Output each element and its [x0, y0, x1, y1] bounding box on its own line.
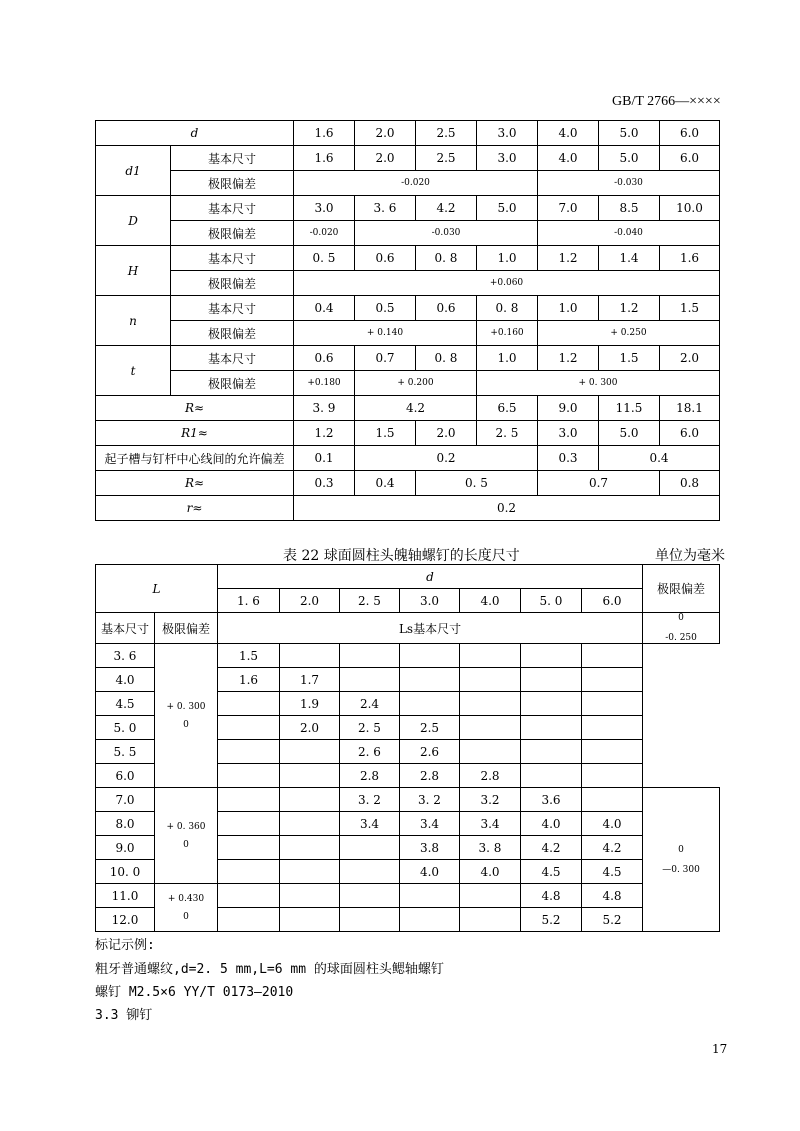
D-tol-row — [96, 221, 720, 246]
tol-cell: +0.160 — [477, 321, 538, 346]
ls-cell: 3.4 — [340, 812, 400, 836]
cell: 18.1 — [660, 396, 720, 421]
L-basic: 10. 0 — [96, 860, 155, 884]
tol-cell: -0.030 — [538, 171, 720, 196]
tol-upper: + 0.430 — [167, 893, 205, 904]
ls-cell — [280, 788, 340, 812]
ls-cell — [582, 764, 643, 788]
D-basic-row — [96, 196, 720, 221]
t-tol-row — [96, 371, 720, 396]
ls-cell: 4.5 — [521, 860, 582, 884]
table-row — [96, 788, 720, 812]
L-tol-group — [155, 884, 218, 932]
cell: 0.3 — [294, 471, 355, 496]
d-value: 2.0 — [355, 121, 416, 146]
ls-cell — [280, 764, 340, 788]
ls-cell: 3.4 — [460, 812, 521, 836]
cell: 1.0 — [538, 296, 599, 321]
ls-cell — [582, 692, 643, 716]
L-tol-group — [155, 644, 218, 788]
tol-cell: + 0.200 — [355, 371, 477, 396]
ls-cell — [218, 908, 280, 932]
ls-cell: 4.0 — [460, 860, 521, 884]
d-value: 3.0 — [477, 121, 538, 146]
ls-cell — [280, 860, 340, 884]
cell: 0. 8 — [416, 246, 477, 271]
cell: 4.2 — [355, 396, 477, 421]
L-basic: 5. 5 — [96, 740, 155, 764]
ls-cell — [460, 740, 521, 764]
L-basic: 3. 6 — [96, 644, 155, 668]
H-basic-row — [96, 246, 720, 271]
ls-cell: 1.9 — [280, 692, 340, 716]
t-basic-row — [96, 346, 720, 371]
cell: 5.0 — [477, 196, 538, 221]
cell: 0.7 — [538, 471, 660, 496]
d-label: d — [218, 565, 643, 589]
table-caption: 表 22 球面圆柱头魄轴螺钉的长度尺寸 — [283, 548, 520, 564]
n-label: n — [96, 296, 171, 346]
header-row-1 — [96, 565, 720, 589]
d-value: 2. 5 — [340, 589, 400, 613]
ls-tol-group — [643, 613, 720, 644]
d1-tol-row — [96, 171, 720, 196]
ls-cell — [218, 764, 280, 788]
ls-cell: 2. 5 — [340, 716, 400, 740]
example-title: 标记示例: — [95, 938, 155, 953]
ls-cell — [340, 836, 400, 860]
ls-cell — [340, 860, 400, 884]
cell: 0.6 — [355, 246, 416, 271]
ls-cell: 1.6 — [218, 668, 280, 692]
cell: 8.5 — [599, 196, 660, 221]
d-value: 2.5 — [416, 121, 477, 146]
d-value: 6.0 — [660, 121, 720, 146]
cell: 11.5 — [599, 396, 660, 421]
d-label: d — [96, 121, 294, 146]
cell: 3.0 — [538, 421, 599, 446]
ls-cell — [280, 740, 340, 764]
n-tol-row — [96, 321, 720, 346]
tol-header: 极限偏差 — [643, 565, 720, 613]
example-designation: 螺钉 M2.5×6 YY/T 0173—2010 — [95, 985, 294, 1000]
doc-standard-number: GB/T 2766—×××× — [612, 94, 721, 109]
ls-cell — [400, 884, 460, 908]
ls-cell — [582, 644, 643, 668]
n-basic-row — [96, 296, 720, 321]
limit-deviation-label: 极限偏差 — [155, 613, 218, 644]
ls-cell — [280, 644, 340, 668]
cell: 9.0 — [538, 396, 599, 421]
header-row-3 — [96, 613, 720, 644]
tol-cell: +0.060 — [294, 271, 720, 296]
ls-cell: 2.0 — [280, 716, 340, 740]
cell: 3.0 — [294, 196, 355, 221]
d-value: 6.0 — [582, 589, 643, 613]
ls-cell — [521, 692, 582, 716]
t-label: t — [96, 346, 171, 396]
cell: 4.2 — [416, 196, 477, 221]
ls-cell — [521, 740, 582, 764]
tol-lower: —0. 300 — [662, 864, 700, 875]
ls-cell: 1.5 — [218, 644, 280, 668]
cell: 0.6 — [416, 296, 477, 321]
ls-cell: 4.8 — [582, 884, 643, 908]
cell: 6.0 — [660, 421, 720, 446]
basic-size-label: 基本尺寸 — [171, 346, 294, 371]
ls-cell — [218, 788, 280, 812]
ls-cell: 3.8 — [400, 836, 460, 860]
table-row — [96, 644, 720, 668]
ls-cell: 3. 2 — [340, 788, 400, 812]
basic-size-label: 基本尺寸 — [171, 146, 294, 171]
R-row — [96, 396, 720, 421]
tol-cell: +0.180 — [294, 371, 355, 396]
ls-cell: 3.6 — [521, 788, 582, 812]
ls-cell: 4.0 — [400, 860, 460, 884]
tol-lower: 0 — [183, 719, 189, 730]
d1-label: d1 — [96, 146, 171, 196]
ls-cell: 3.4 — [400, 812, 460, 836]
cell: 1.0 — [477, 246, 538, 271]
ls-cell: 2.8 — [460, 764, 521, 788]
ls-cell — [218, 836, 280, 860]
tol-upper: 0 — [678, 613, 684, 623]
ls-cell: 4.2 — [521, 836, 582, 860]
tol-lower: -0. 250 — [665, 633, 697, 643]
basic-size-label: 基本尺寸 — [171, 296, 294, 321]
L-basic: 9.0 — [96, 836, 155, 860]
ls-cell — [218, 860, 280, 884]
d-value: 5.0 — [599, 121, 660, 146]
ls-cell — [218, 716, 280, 740]
ls-cell: 2.4 — [340, 692, 400, 716]
cell: 3.0 — [477, 146, 538, 171]
cell: 4.0 — [538, 146, 599, 171]
cell: 0. 5 — [416, 471, 538, 496]
ls-cell: 2. 6 — [340, 740, 400, 764]
cell: 3. 6 — [355, 196, 416, 221]
cell: 1.4 — [599, 246, 660, 271]
ls-cell — [280, 884, 340, 908]
tol-cell: -0.030 — [355, 221, 538, 246]
length-table — [95, 564, 720, 932]
cell: 1.2 — [599, 296, 660, 321]
cell: 7.0 — [538, 196, 599, 221]
ls-cell — [460, 884, 521, 908]
cell: 1.5 — [599, 346, 660, 371]
ls-cell — [460, 644, 521, 668]
limit-deviation-label: 极限偏差 — [171, 371, 294, 396]
ls-cell — [582, 740, 643, 764]
cell: 6.5 — [477, 396, 538, 421]
R2-label: R≈ — [96, 471, 294, 496]
ls-cell: 4.0 — [521, 812, 582, 836]
tol-cell: + 0.140 — [294, 321, 477, 346]
ls-cell — [400, 692, 460, 716]
ls-cell — [218, 812, 280, 836]
ls-cell: 2.8 — [400, 764, 460, 788]
ls-cell: 4.8 — [521, 884, 582, 908]
R1-row — [96, 421, 720, 446]
ls-cell: 5.2 — [582, 908, 643, 932]
cell: 1.5 — [355, 421, 416, 446]
cell: 2.0 — [416, 421, 477, 446]
cell: 5.0 — [599, 146, 660, 171]
tol-cell: -0.020 — [294, 171, 538, 196]
cell: 6.0 — [660, 146, 720, 171]
ls-cell: 5.2 — [521, 908, 582, 932]
ls-cell — [340, 908, 400, 932]
limit-deviation-label: 极限偏差 — [171, 221, 294, 246]
tol-cell: -0.020 — [294, 221, 355, 246]
ls-cell: 2.6 — [400, 740, 460, 764]
cell: 0.6 — [294, 346, 355, 371]
L-tol-group — [155, 788, 218, 884]
ls-cell — [218, 692, 280, 716]
H-tol-row — [96, 271, 720, 296]
cell: 1.6 — [660, 246, 720, 271]
ls-cell — [582, 788, 643, 812]
page-number: 17 — [712, 1042, 728, 1056]
tol-upper: + 0. 360 — [166, 821, 206, 832]
ls-cell — [521, 668, 582, 692]
cell: 2.0 — [355, 146, 416, 171]
L-basic: 5. 0 — [96, 716, 155, 740]
cell: 1.2 — [538, 346, 599, 371]
D-label: D — [96, 196, 171, 246]
d-value: 4.0 — [460, 589, 521, 613]
ls-cell — [460, 908, 521, 932]
cell: 1.2 — [294, 421, 355, 446]
tol-upper: 0 — [678, 844, 684, 855]
ls-cell — [280, 908, 340, 932]
basic-size-label: 基本尺寸 — [171, 246, 294, 271]
R2-row — [96, 471, 720, 496]
cell: 0. 8 — [416, 346, 477, 371]
tol-cell: + 0.250 — [538, 321, 720, 346]
ls-cell — [460, 692, 521, 716]
tol-lower: 0 — [183, 839, 189, 850]
ls-cell — [218, 884, 280, 908]
ls-cell: 3.2 — [460, 788, 521, 812]
ls-cell: 1.7 — [280, 668, 340, 692]
cell: 0.7 — [355, 346, 416, 371]
cell: 0.3 — [538, 446, 599, 471]
slot-offset-label: 起子槽与钉杆中心线间的允许偏差 — [96, 446, 294, 471]
limit-deviation-label: 极限偏差 — [171, 271, 294, 296]
d-value: 4.0 — [538, 121, 599, 146]
d-value: 2.0 — [280, 589, 340, 613]
d-value: 3.0 — [400, 589, 460, 613]
basic-size-label: 基本尺寸 — [171, 196, 294, 221]
H-label: H — [96, 246, 171, 296]
L-basic: 4.0 — [96, 668, 155, 692]
cell: 0.2 — [294, 496, 720, 521]
ls-cell — [460, 716, 521, 740]
L-label: L — [96, 565, 218, 613]
L-basic: 11.0 — [96, 884, 155, 908]
basic-size-label: 基本尺寸 — [96, 613, 155, 644]
d-value: 1.6 — [294, 121, 355, 146]
ls-cell: 4.0 — [582, 812, 643, 836]
d-value: 1. 6 — [218, 589, 280, 613]
ls-cell: 3. 2 — [400, 788, 460, 812]
section-heading: 3.3 铆钉 — [95, 1008, 153, 1023]
ls-cell — [582, 668, 643, 692]
cell: 1.6 — [294, 146, 355, 171]
cell: 5.0 — [599, 421, 660, 446]
cell: 0.5 — [355, 296, 416, 321]
cell: 0. 8 — [477, 296, 538, 321]
cell: 1.2 — [538, 246, 599, 271]
L-basic: 7.0 — [96, 788, 155, 812]
cell: 0.2 — [355, 446, 538, 471]
r-label: r≈ — [96, 496, 294, 521]
dimensions-table — [95, 120, 720, 521]
cell: 0.4 — [294, 296, 355, 321]
cell: 1.5 — [660, 296, 720, 321]
ls-cell — [460, 668, 521, 692]
table-row — [96, 884, 720, 908]
L-basic: 8.0 — [96, 812, 155, 836]
ls-cell: 4.2 — [582, 836, 643, 860]
ls-cell — [280, 812, 340, 836]
cell: 0.4 — [599, 446, 720, 471]
r-row — [96, 496, 720, 521]
L-basic: 6.0 — [96, 764, 155, 788]
ls-cell — [521, 764, 582, 788]
cell: 2. 5 — [477, 421, 538, 446]
cell: 2.5 — [416, 146, 477, 171]
unit-label: 单位为毫米 — [655, 548, 725, 564]
L-basic: 12.0 — [96, 908, 155, 932]
cell: 0.1 — [294, 446, 355, 471]
tol-upper: + 0. 300 — [166, 701, 206, 712]
limit-deviation-label: 极限偏差 — [171, 171, 294, 196]
tol-cell: -0.040 — [538, 221, 720, 246]
ls-cell: 3. 8 — [460, 836, 521, 860]
ls-cell — [218, 740, 280, 764]
ls-cell: 2.8 — [340, 764, 400, 788]
ls-cell — [400, 908, 460, 932]
ls-cell — [400, 644, 460, 668]
R-label: R≈ — [96, 396, 294, 421]
example-text: 粗牙普通螺纹,d=2. 5 mm,L=6 mm 的球面圆柱头鳃轴螺钉 — [95, 962, 444, 977]
cell: 10.0 — [660, 196, 720, 221]
L-basic: 4.5 — [96, 692, 155, 716]
ls-cell — [340, 884, 400, 908]
limit-deviation-label: 极限偏差 — [171, 321, 294, 346]
ls-cell — [400, 668, 460, 692]
tol-lower: 0 — [183, 911, 189, 922]
d1-basic-row — [96, 146, 720, 171]
ls-cell: 2.5 — [400, 716, 460, 740]
cell: 2.0 — [660, 346, 720, 371]
slot-offset-row — [96, 446, 720, 471]
tol-cell: + 0. 300 — [477, 371, 720, 396]
ls-cell — [280, 836, 340, 860]
ls-cell — [340, 644, 400, 668]
ls-cell — [582, 716, 643, 740]
ls-cell — [521, 644, 582, 668]
ls-tol-group — [643, 788, 720, 932]
ls-cell — [340, 668, 400, 692]
cell: 0. 5 — [294, 246, 355, 271]
cell: 1.0 — [477, 346, 538, 371]
cell: 0.4 — [355, 471, 416, 496]
ls-basic-label: Ls基本尺寸 — [218, 613, 643, 644]
ls-cell: 4.5 — [582, 860, 643, 884]
cell: 3. 9 — [294, 396, 355, 421]
R1-label: R1≈ — [96, 421, 294, 446]
ls-cell — [521, 716, 582, 740]
d-value: 5. 0 — [521, 589, 582, 613]
cell: 0.8 — [660, 471, 720, 496]
d-row — [96, 121, 720, 146]
